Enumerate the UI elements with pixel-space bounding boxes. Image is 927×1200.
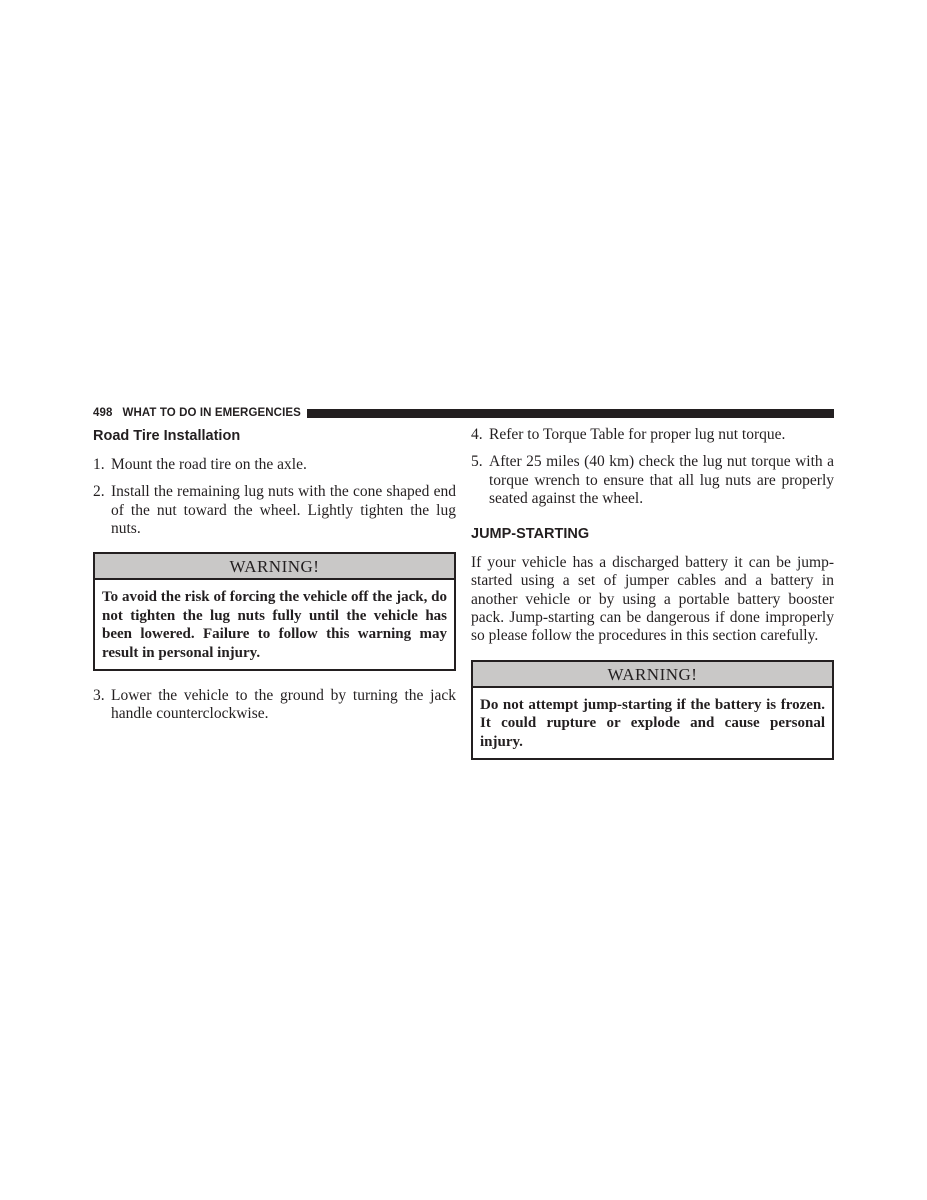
warning-box-lug-nuts xyxy=(93,552,456,671)
right-column xyxy=(471,426,834,776)
left-column xyxy=(93,426,456,733)
step-number: 4. xyxy=(471,426,483,443)
step-text: Refer to Torque Table for proper lug nut torque. xyxy=(489,426,786,443)
step-text: Mount the road tire on the axle. xyxy=(111,456,307,473)
step-text: Install the remaining lug nuts with the cone shaped end of the nut toward the wheel. Lightly tighten the lug nuts. xyxy=(111,483,456,537)
warning-text: Do not attempt jump-starting if the battery is frozen. It could rupture or explode and cause personal injury. xyxy=(480,696,825,750)
list-item-step-5 xyxy=(471,453,834,508)
list-item-step-4 xyxy=(471,426,834,444)
step-number: 2. xyxy=(93,483,105,501)
step-number: 1. xyxy=(93,456,105,473)
step-number: 5. xyxy=(471,453,483,471)
warning-box-frozen-battery xyxy=(471,660,834,761)
step-text: After 25 miles (40 km) check the lug nut torque with a torque wrench to ensure that all lug nuts are properly seated against the wheel. xyxy=(489,453,834,507)
warning-title: WARNING! xyxy=(473,662,832,688)
section-title: WHAT TO DO IN EMERGENCIES xyxy=(122,407,301,419)
warning-title: WARNING! xyxy=(95,554,454,580)
road-tire-installation-heading: Road Tire Installation xyxy=(93,428,241,444)
page-number: 498 xyxy=(93,407,113,419)
header-rule xyxy=(307,409,834,418)
jump-starting-heading: JUMP-STARTING xyxy=(471,526,590,543)
step-number: 3. xyxy=(93,687,105,705)
list-item-step-1 xyxy=(93,456,456,474)
warning-text: To avoid the risk of forcing the vehicle off the jack, do not tighten the lug nuts fully until the vehicle has been lowered. Failure to follow this warning may result in personal injury. xyxy=(102,589,447,661)
list-item-step-2 xyxy=(93,483,456,538)
step-text: Lower the vehicle to the ground by turning the jack handle counterclockwise. xyxy=(111,687,456,723)
jump-starting-paragraph: If your vehicle has a discharged battery it can be jump-started using a set of jumper cables and a battery in another vehicle or by using a portable battery booster pack. Jump-starting can be dangerous if done improperly so please follow the procedures in this section carefully. xyxy=(471,554,834,645)
page-header xyxy=(93,405,834,421)
list-item-step-3 xyxy=(93,687,456,724)
